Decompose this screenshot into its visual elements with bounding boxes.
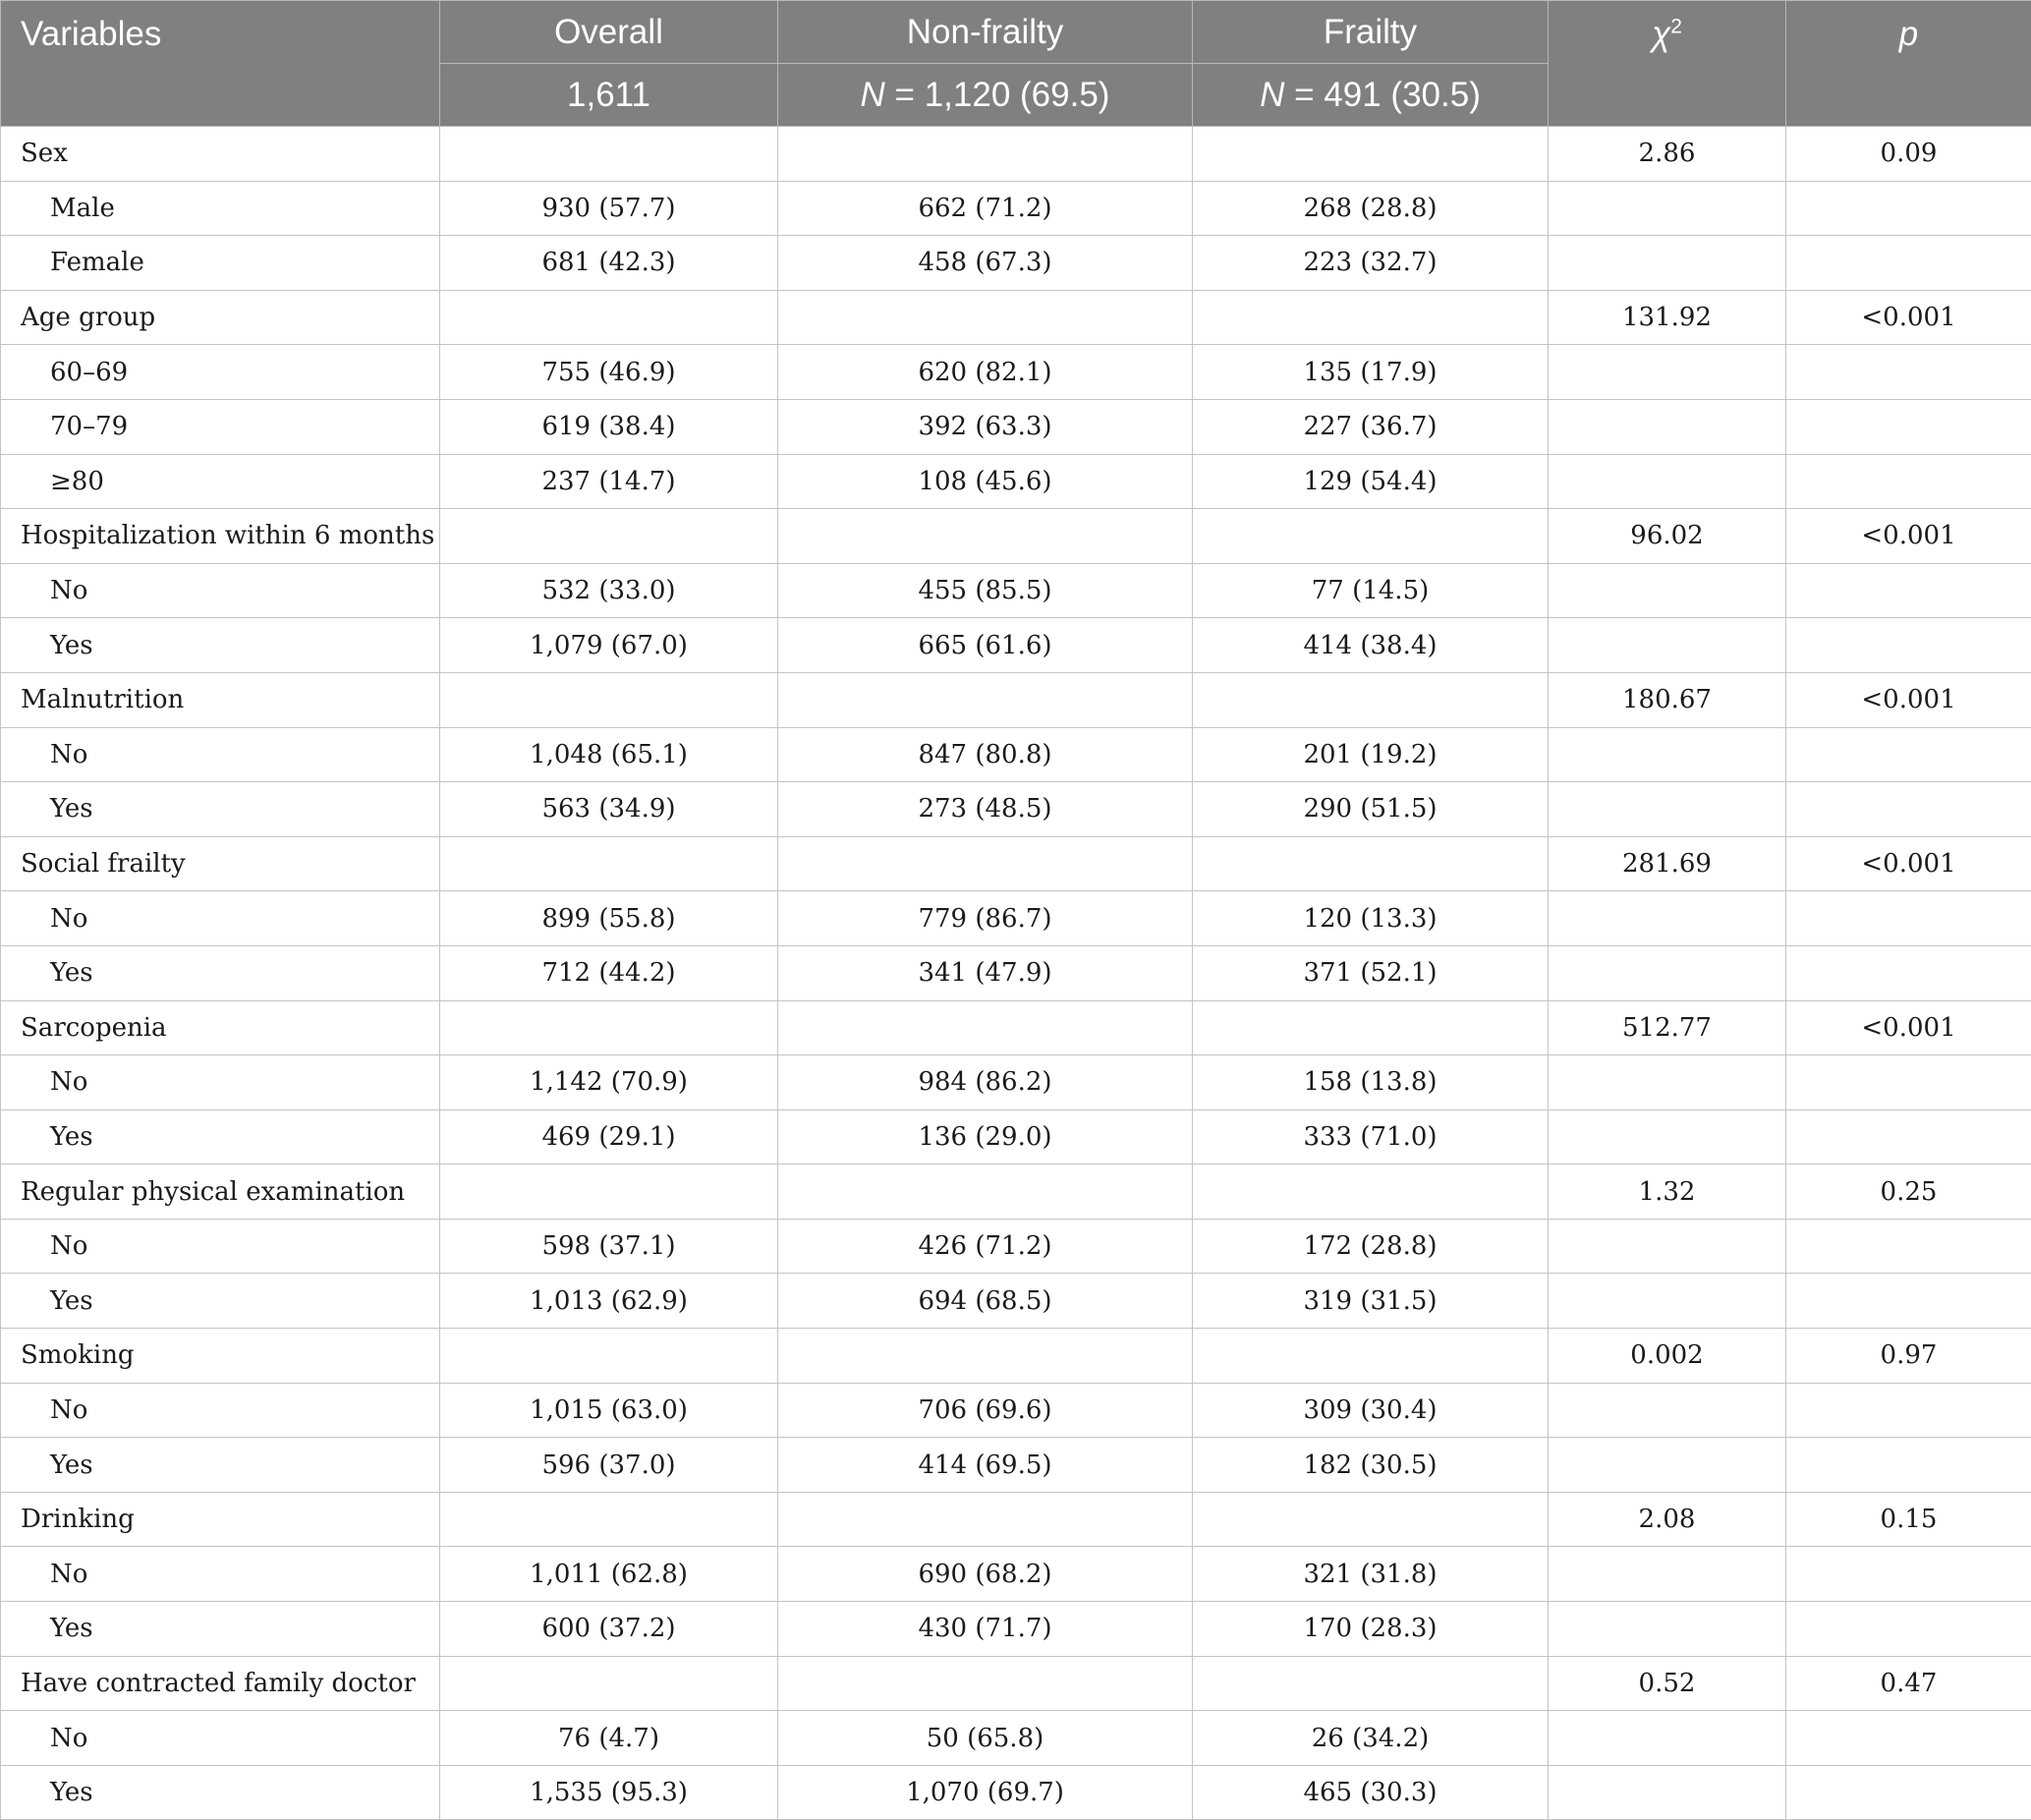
- table-row-variable: [1, 1656, 2031, 1711]
- cell-nonfrailty: 136 (29.0): [778, 1109, 1193, 1165]
- cell-nonfrailty: [778, 1000, 1193, 1055]
- cell-overall: 600 (37.2): [440, 1602, 778, 1657]
- cell-nonfrailty: 984 (86.2): [778, 1055, 1193, 1110]
- cell-chi-square: [1549, 1274, 1786, 1329]
- cell-variable: Yes: [1, 1765, 440, 1820]
- cell-variable: 70–79: [1, 399, 440, 454]
- cell-overall: [440, 1165, 778, 1220]
- table-row-category: [1, 563, 2031, 618]
- cell-variable: Female: [1, 236, 440, 291]
- table-row-category: [1, 1109, 2031, 1165]
- header-frailty: Frailty: [1193, 1, 1549, 64]
- cell-p-value: [1786, 563, 2031, 618]
- frailty-n-label: N: [1260, 76, 1284, 114]
- cell-p-value: [1786, 727, 2031, 782]
- cell-variable: Social frailty: [1, 836, 440, 891]
- cell-chi-square: [1549, 1109, 1786, 1165]
- cell-p-value: [1786, 1055, 2031, 1110]
- cell-overall: [440, 1656, 778, 1711]
- cell-frailty: [1193, 290, 1549, 345]
- cell-frailty: [1193, 1492, 1549, 1547]
- cell-overall: 596 (37.0): [440, 1438, 778, 1493]
- cell-nonfrailty: 662 (71.2): [778, 181, 1193, 236]
- cell-nonfrailty: [778, 1656, 1193, 1711]
- cell-frailty: 77 (14.5): [1193, 563, 1549, 618]
- cell-frailty: 135 (17.9): [1193, 345, 1549, 400]
- cell-nonfrailty: 50 (65.8): [778, 1711, 1193, 1766]
- header-variables: Variables: [1, 1, 440, 127]
- cell-variable: Malnutrition: [1, 672, 440, 727]
- table-row-category: [1, 782, 2031, 837]
- cell-chi-square: 281.69: [1549, 836, 1786, 891]
- cell-variable: No: [1, 727, 440, 782]
- cell-frailty: 321 (31.8): [1193, 1547, 1549, 1602]
- cell-p-value: <0.001: [1786, 290, 2031, 345]
- cell-nonfrailty: [778, 1329, 1193, 1384]
- cell-p-value: [1786, 945, 2031, 1000]
- cell-p-value: <0.001: [1786, 1000, 2031, 1055]
- header-row-1: [1, 1, 2031, 64]
- cell-overall: [440, 290, 778, 345]
- cell-overall: 930 (57.7): [440, 181, 778, 236]
- table-row-category: [1, 1765, 2031, 1820]
- cell-chi-square: [1549, 399, 1786, 454]
- cell-chi-square: [1549, 1711, 1786, 1766]
- cell-p-value: 0.47: [1786, 1656, 2031, 1711]
- cell-frailty: [1193, 509, 1549, 564]
- cell-variable: Regular physical examination: [1, 1165, 440, 1220]
- table-row-category: [1, 727, 2031, 782]
- cell-p-value: [1786, 399, 2031, 454]
- cell-frailty: 223 (32.7): [1193, 236, 1549, 291]
- cell-nonfrailty: 426 (71.2): [778, 1219, 1193, 1274]
- cell-nonfrailty: 620 (82.1): [778, 345, 1193, 400]
- cell-nonfrailty: [778, 290, 1193, 345]
- cell-chi-square: 180.67: [1549, 672, 1786, 727]
- nonfrailty-n-label: N: [861, 76, 885, 114]
- cell-variable: Yes: [1, 1602, 440, 1657]
- cell-overall: 619 (38.4): [440, 399, 778, 454]
- cell-nonfrailty: 341 (47.9): [778, 945, 1193, 1000]
- cell-chi-square: [1549, 181, 1786, 236]
- cell-overall: 532 (33.0): [440, 563, 778, 618]
- cell-nonfrailty: 665 (61.6): [778, 618, 1193, 673]
- cell-frailty: 290 (51.5): [1193, 782, 1549, 837]
- header-p-value: p: [1786, 1, 2031, 127]
- table-row-category: [1, 1274, 2031, 1329]
- cell-p-value: [1786, 1438, 2031, 1493]
- table-row-category: [1, 618, 2031, 673]
- cell-frailty: 371 (52.1): [1193, 945, 1549, 1000]
- cell-p-value: [1786, 1109, 2031, 1165]
- cell-overall: [440, 836, 778, 891]
- cell-overall: 1,048 (65.1): [440, 727, 778, 782]
- cell-overall: 76 (4.7): [440, 1711, 778, 1766]
- cell-frailty: 158 (13.8): [1193, 1055, 1549, 1110]
- cell-variable: No: [1, 1055, 440, 1110]
- cell-p-value: [1786, 345, 2031, 400]
- table-row-variable: [1, 836, 2031, 891]
- cell-variable: Yes: [1, 1274, 440, 1329]
- cell-chi-square: [1549, 1219, 1786, 1274]
- cell-nonfrailty: 273 (48.5): [778, 782, 1193, 837]
- cell-chi-square: 2.08: [1549, 1492, 1786, 1547]
- cell-p-value: [1786, 1711, 2031, 1766]
- cell-overall: 598 (37.1): [440, 1219, 778, 1274]
- cell-frailty: [1193, 836, 1549, 891]
- cell-nonfrailty: 706 (69.6): [778, 1383, 1193, 1438]
- cell-nonfrailty: [778, 1492, 1193, 1547]
- table-body: [1, 127, 2031, 1820]
- cell-p-value: 0.09: [1786, 127, 2031, 182]
- cell-chi-square: [1549, 1547, 1786, 1602]
- cell-overall: 469 (29.1): [440, 1109, 778, 1165]
- cell-overall: [440, 1492, 778, 1547]
- cell-variable: No: [1, 891, 440, 946]
- cell-variable: Age group: [1, 290, 440, 345]
- table-row-category: [1, 399, 2031, 454]
- cell-frailty: 182 (30.5): [1193, 1438, 1549, 1493]
- cell-variable: Yes: [1, 782, 440, 837]
- nonfrailty-n-value: = 1,120 (69.5): [885, 76, 1110, 114]
- cell-variable: Sex: [1, 127, 440, 182]
- cell-frailty: 465 (30.3): [1193, 1765, 1549, 1820]
- cell-variable: No: [1, 1547, 440, 1602]
- frailty-n-value: = 491 (30.5): [1284, 76, 1480, 114]
- table-row-category: [1, 1055, 2031, 1110]
- cell-overall: 712 (44.2): [440, 945, 778, 1000]
- cell-chi-square: [1549, 454, 1786, 509]
- cell-variable: Smoking: [1, 1329, 440, 1384]
- table-row-category: [1, 345, 2031, 400]
- chi-symbol: χ: [1652, 15, 1670, 53]
- header-nonfrailty: Non-frailty: [778, 1, 1193, 64]
- cell-chi-square: [1549, 618, 1786, 673]
- cell-chi-square: [1549, 563, 1786, 618]
- cell-variable: No: [1, 1711, 440, 1766]
- cell-nonfrailty: 779 (86.7): [778, 891, 1193, 946]
- cell-variable: Yes: [1, 618, 440, 673]
- cell-frailty: 120 (13.3): [1193, 891, 1549, 946]
- cell-p-value: [1786, 1547, 2031, 1602]
- cell-overall: 1,011 (62.8): [440, 1547, 778, 1602]
- cell-frailty: 129 (54.4): [1193, 454, 1549, 509]
- table-row-category: [1, 1711, 2031, 1766]
- cell-variable: No: [1, 563, 440, 618]
- cell-chi-square: 0.002: [1549, 1329, 1786, 1384]
- cell-variable: Male: [1, 181, 440, 236]
- table-row-variable: [1, 509, 2031, 564]
- table-row-variable: [1, 1165, 2031, 1220]
- cell-p-value: [1786, 236, 2031, 291]
- cell-nonfrailty: [778, 672, 1193, 727]
- cell-chi-square: [1549, 345, 1786, 400]
- cell-p-value: [1786, 181, 2031, 236]
- cell-frailty: [1193, 1656, 1549, 1711]
- header-frailty-n: [1193, 64, 1549, 127]
- cell-nonfrailty: 414 (69.5): [778, 1438, 1193, 1493]
- cell-variable: ≥80: [1, 454, 440, 509]
- table-row-category: [1, 1547, 2031, 1602]
- cell-overall: 563 (34.9): [440, 782, 778, 837]
- cell-nonfrailty: 694 (68.5): [778, 1274, 1193, 1329]
- table-row-category: [1, 236, 2031, 291]
- table-row-category: [1, 1383, 2031, 1438]
- cell-frailty: 319 (31.5): [1193, 1274, 1549, 1329]
- cell-p-value: [1786, 782, 2031, 837]
- cell-overall: 1,079 (67.0): [440, 618, 778, 673]
- table-row-variable: [1, 672, 2031, 727]
- cell-overall: 755 (46.9): [440, 345, 778, 400]
- table-row-category: [1, 181, 2031, 236]
- cell-overall: [440, 127, 778, 182]
- cell-p-value: [1786, 1765, 2031, 1820]
- cell-p-value: [1786, 891, 2031, 946]
- cell-variable: Sarcopenia: [1, 1000, 440, 1055]
- cell-p-value: [1786, 1274, 2031, 1329]
- cell-overall: 1,015 (63.0): [440, 1383, 778, 1438]
- cell-p-value: [1786, 1383, 2031, 1438]
- header-nonfrailty-n: [778, 64, 1193, 127]
- cell-nonfrailty: 430 (71.7): [778, 1602, 1193, 1657]
- cell-chi-square: 0.52: [1549, 1656, 1786, 1711]
- cell-frailty: 333 (71.0): [1193, 1109, 1549, 1165]
- cell-variable: Drinking: [1, 1492, 440, 1547]
- table-row-variable: [1, 127, 2031, 182]
- cell-p-value: [1786, 1219, 2031, 1274]
- cell-frailty: [1193, 672, 1549, 727]
- cell-overall: [440, 1329, 778, 1384]
- table-row-category: [1, 945, 2031, 1000]
- cell-nonfrailty: 108 (45.6): [778, 454, 1193, 509]
- cell-chi-square: [1549, 1055, 1786, 1110]
- cell-frailty: 172 (28.8): [1193, 1219, 1549, 1274]
- cell-nonfrailty: 690 (68.2): [778, 1547, 1193, 1602]
- cell-variable: Yes: [1, 1438, 440, 1493]
- table-row-variable: [1, 290, 2031, 345]
- cell-overall: 237 (14.7): [440, 454, 778, 509]
- cell-chi-square: 1.32: [1549, 1165, 1786, 1220]
- header-chi-square: [1549, 1, 1786, 127]
- table-row-category: [1, 454, 2031, 509]
- cell-nonfrailty: [778, 509, 1193, 564]
- cell-overall: [440, 509, 778, 564]
- cell-p-value: [1786, 1602, 2031, 1657]
- table-row-variable: [1, 1000, 2031, 1055]
- cell-p-value: 0.97: [1786, 1329, 2031, 1384]
- table-row-variable: [1, 1492, 2031, 1547]
- cell-variable: Have contracted family doctor: [1, 1656, 440, 1711]
- cell-variable: No: [1, 1383, 440, 1438]
- cell-nonfrailty: 847 (80.8): [778, 727, 1193, 782]
- cell-frailty: 414 (38.4): [1193, 618, 1549, 673]
- cell-chi-square: [1549, 945, 1786, 1000]
- cell-chi-square: 512.77: [1549, 1000, 1786, 1055]
- cell-chi-square: 131.92: [1549, 290, 1786, 345]
- cell-variable: 60–69: [1, 345, 440, 400]
- cell-nonfrailty: [778, 836, 1193, 891]
- cell-frailty: 170 (28.3): [1193, 1602, 1549, 1657]
- cell-chi-square: [1549, 782, 1786, 837]
- cell-overall: 1,013 (62.9): [440, 1274, 778, 1329]
- cell-frailty: 26 (34.2): [1193, 1711, 1549, 1766]
- cell-frailty: 227 (36.7): [1193, 399, 1549, 454]
- table-row-category: [1, 1219, 2031, 1274]
- cell-chi-square: 2.86: [1549, 127, 1786, 182]
- cell-nonfrailty: 458 (67.3): [778, 236, 1193, 291]
- cell-chi-square: [1549, 727, 1786, 782]
- cell-nonfrailty: 455 (85.5): [778, 563, 1193, 618]
- cell-frailty: 309 (30.4): [1193, 1383, 1549, 1438]
- table-header: [1, 1, 2031, 127]
- header-overall-n: 1,611: [440, 64, 778, 127]
- cell-frailty: [1193, 1329, 1549, 1384]
- cell-nonfrailty: 1,070 (69.7): [778, 1765, 1193, 1820]
- cell-p-value: 0.25: [1786, 1165, 2031, 1220]
- cell-nonfrailty: [778, 1165, 1193, 1220]
- cell-chi-square: 96.02: [1549, 509, 1786, 564]
- cell-nonfrailty: [778, 127, 1193, 182]
- cell-p-value: <0.001: [1786, 509, 2031, 564]
- cell-chi-square: [1549, 1383, 1786, 1438]
- cell-chi-square: [1549, 236, 1786, 291]
- table-row-variable: [1, 1329, 2031, 1384]
- cell-nonfrailty: 392 (63.3): [778, 399, 1193, 454]
- cell-frailty: [1193, 127, 1549, 182]
- cell-frailty: [1193, 1000, 1549, 1055]
- table-row-category: [1, 1438, 2031, 1493]
- cell-frailty: 268 (28.8): [1193, 181, 1549, 236]
- cell-p-value: <0.001: [1786, 836, 2031, 891]
- cell-frailty: 201 (19.2): [1193, 727, 1549, 782]
- cell-p-value: <0.001: [1786, 672, 2031, 727]
- cell-overall: 681 (42.3): [440, 236, 778, 291]
- cell-p-value: 0.15: [1786, 1492, 2031, 1547]
- cell-frailty: [1193, 1165, 1549, 1220]
- table-row-category: [1, 1602, 2031, 1657]
- cell-overall: [440, 1000, 778, 1055]
- cell-overall: 1,535 (95.3): [440, 1765, 778, 1820]
- cell-p-value: [1786, 618, 2031, 673]
- table-row-category: [1, 891, 2031, 946]
- cell-overall: 899 (55.8): [440, 891, 778, 946]
- cell-overall: [440, 672, 778, 727]
- cell-chi-square: [1549, 891, 1786, 946]
- cell-variable: No: [1, 1219, 440, 1274]
- cell-chi-square: [1549, 1602, 1786, 1657]
- cell-variable: Yes: [1, 945, 440, 1000]
- cell-chi-square: [1549, 1765, 1786, 1820]
- cell-p-value: [1786, 454, 2031, 509]
- cell-chi-square: [1549, 1438, 1786, 1493]
- cell-overall: 1,142 (70.9): [440, 1055, 778, 1110]
- chi-superscript: 2: [1670, 15, 1682, 37]
- cell-variable: Yes: [1, 1109, 440, 1165]
- header-overall: Overall: [440, 1, 778, 64]
- cell-variable: Hospitalization within 6 months: [1, 509, 440, 564]
